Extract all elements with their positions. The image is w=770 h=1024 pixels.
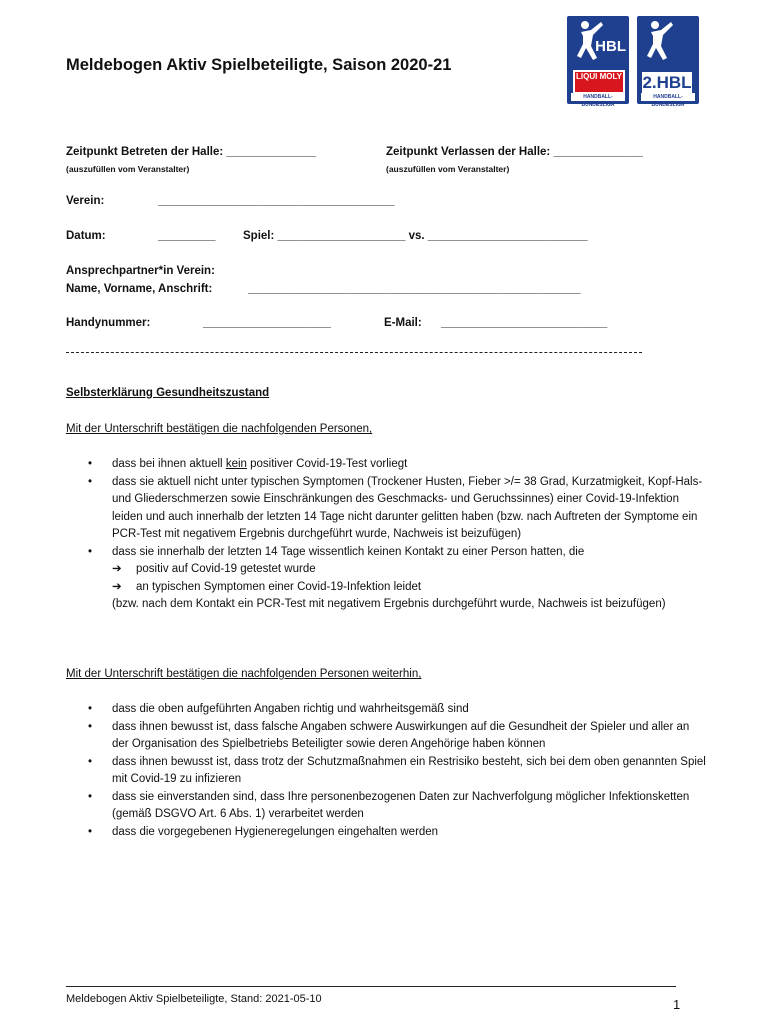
liqui-moly-badge: LIQUI MOLY [573, 70, 625, 94]
verlassen-field[interactable]: Zeitpunkt Verlassen der Halle: ______________ [386, 146, 643, 158]
handball-player-icon [647, 20, 677, 62]
list-item: • dass sie einverstanden sind, dass Ihre personenbezogenen Daten zur Nachverfolgung möglicher Infektionsketten (gemäß DSGVO Art. 6 Abs. 1) verarbeitet werden [88, 790, 690, 820]
hbl2-bar-text: HANDBALL-BUNDESLIGA [641, 93, 695, 101]
list-item: • dass ihnen bewusst ist, dass falsche Angaben schwere Auswirkungen auf die Gesundheit der Spieler und aller an der Organisation des Spielbetriebs Beteiligter sowie deren Angehörige haben können [88, 720, 690, 750]
arrow-right-icon: ➔ [112, 580, 122, 593]
ansprech-label-1: Ansprechpartner*in Verein: [66, 265, 215, 277]
list-item: • dass die vorgegebenen Hygieneregelungen eingehalten werden [88, 825, 439, 838]
intro-2: Mit der Unterschrift bestätigen die nachfolgenden Personen weiterhin, [66, 668, 422, 680]
hbl2-logo [637, 16, 699, 108]
footer-text: Meldebogen Aktiv Spielbeteiligte, Stand: 2021-05-10 [66, 993, 322, 1005]
arrow-item: ➔ an typischen Symptomen einer Covid-19-Infektion leidet [112, 579, 706, 597]
spiel-field[interactable]: Spiel: ____________________ vs. _________________________ [243, 230, 588, 242]
betreten-note: (auszufüllen vom Veranstalter) [66, 164, 190, 174]
verlassen-note: (auszufüllen vom Veranstalter) [386, 164, 510, 174]
health-list [66, 456, 706, 614]
arrow-item: ➔ positiv auf Covid-19 getestet wurde [112, 561, 706, 579]
list-item: • dass sie aktuell nicht unter typischen Symptomen (Trockener Husten, Fieber >/= 38 Grad, Kurzatmigkeit, Kopf-Hals- und Gliederschmerzen sowie Einschränkungen des Geschmacks- und Geruchssinnes) einer Covid-19-Infektion leiden und auch innerhalb der letzten 14 Tage nicht darunter gelitten haben (bzw. nach Auftreten der Symptome ein PCR-Test mit negativem Ergebnis durchgeführt wurde, Nachweis ist beizufügen) [88, 475, 703, 540]
handy-field[interactable]: ____________________ [203, 317, 331, 329]
list-item: • dass sie innerhalb der letzten 14 Tage wissentlich keinen Kontakt zu einer Person hatten, die ➔ positiv auf Covid-19 getestet wurde ➔ an typischen Symptomen einer Covid-19-Infektion leidet (bzw. nach dem Kontakt ein PCR-Test mit negativem Ergebnis durchgeführt wurde, Nachweis ist beizufügen) [66, 544, 706, 614]
email-field[interactable]: __________________________ [441, 317, 608, 329]
document-title: Meldebogen Aktiv Spielbeteiligte, Saison 2020-21 [66, 56, 452, 74]
list-item: • dass ihnen bewusst ist, dass trotz der Schutzmaßnahmen ein Restrisiko besteht, sich bei dem oben genannten Spiel mit Covid-19 zu infizieren [88, 755, 706, 785]
arrow-right-icon: ➔ [112, 563, 122, 575]
dashed-divider [66, 352, 642, 353]
hbl2-label: 2.HBL [642, 73, 692, 92]
page-number: 1 [673, 997, 681, 1012]
intro-1: Mit der Unterschrift bestätigen die nachfolgenden Personen, [66, 423, 373, 435]
betreten-field[interactable]: Zeitpunkt Betreten der Halle: ______________ [66, 146, 316, 158]
datum-label: Datum: [66, 230, 106, 242]
verein-field[interactable]: _____________________________________ [158, 195, 395, 207]
hbl-label: HBL [595, 38, 626, 55]
section-heading: Selbsterklärung Gesundheitszustand [66, 387, 270, 399]
datum-field[interactable]: _________ [158, 230, 216, 242]
ansprech-field[interactable]: ____________________________________________________ [248, 283, 581, 295]
hbl-bar-text: HANDBALL-BUNDESLIGA [571, 93, 625, 101]
footer-rule [66, 986, 676, 987]
confirm-list [66, 701, 706, 841]
hbl-logo [567, 16, 629, 108]
email-label: E-Mail: [384, 317, 422, 329]
list-item: • dass bei ihnen aktuell kein positiver Covid-19-Test vorliegt [88, 458, 408, 470]
handy-label: Handynummer: [66, 317, 151, 329]
list-item: • dass die oben aufgeführten Angaben richtig und wahrheitsgemäß sind [88, 703, 469, 715]
verein-label: Verein: [66, 195, 105, 207]
ansprech-label-2: Name, Vorname, Anschrift: [66, 283, 213, 295]
